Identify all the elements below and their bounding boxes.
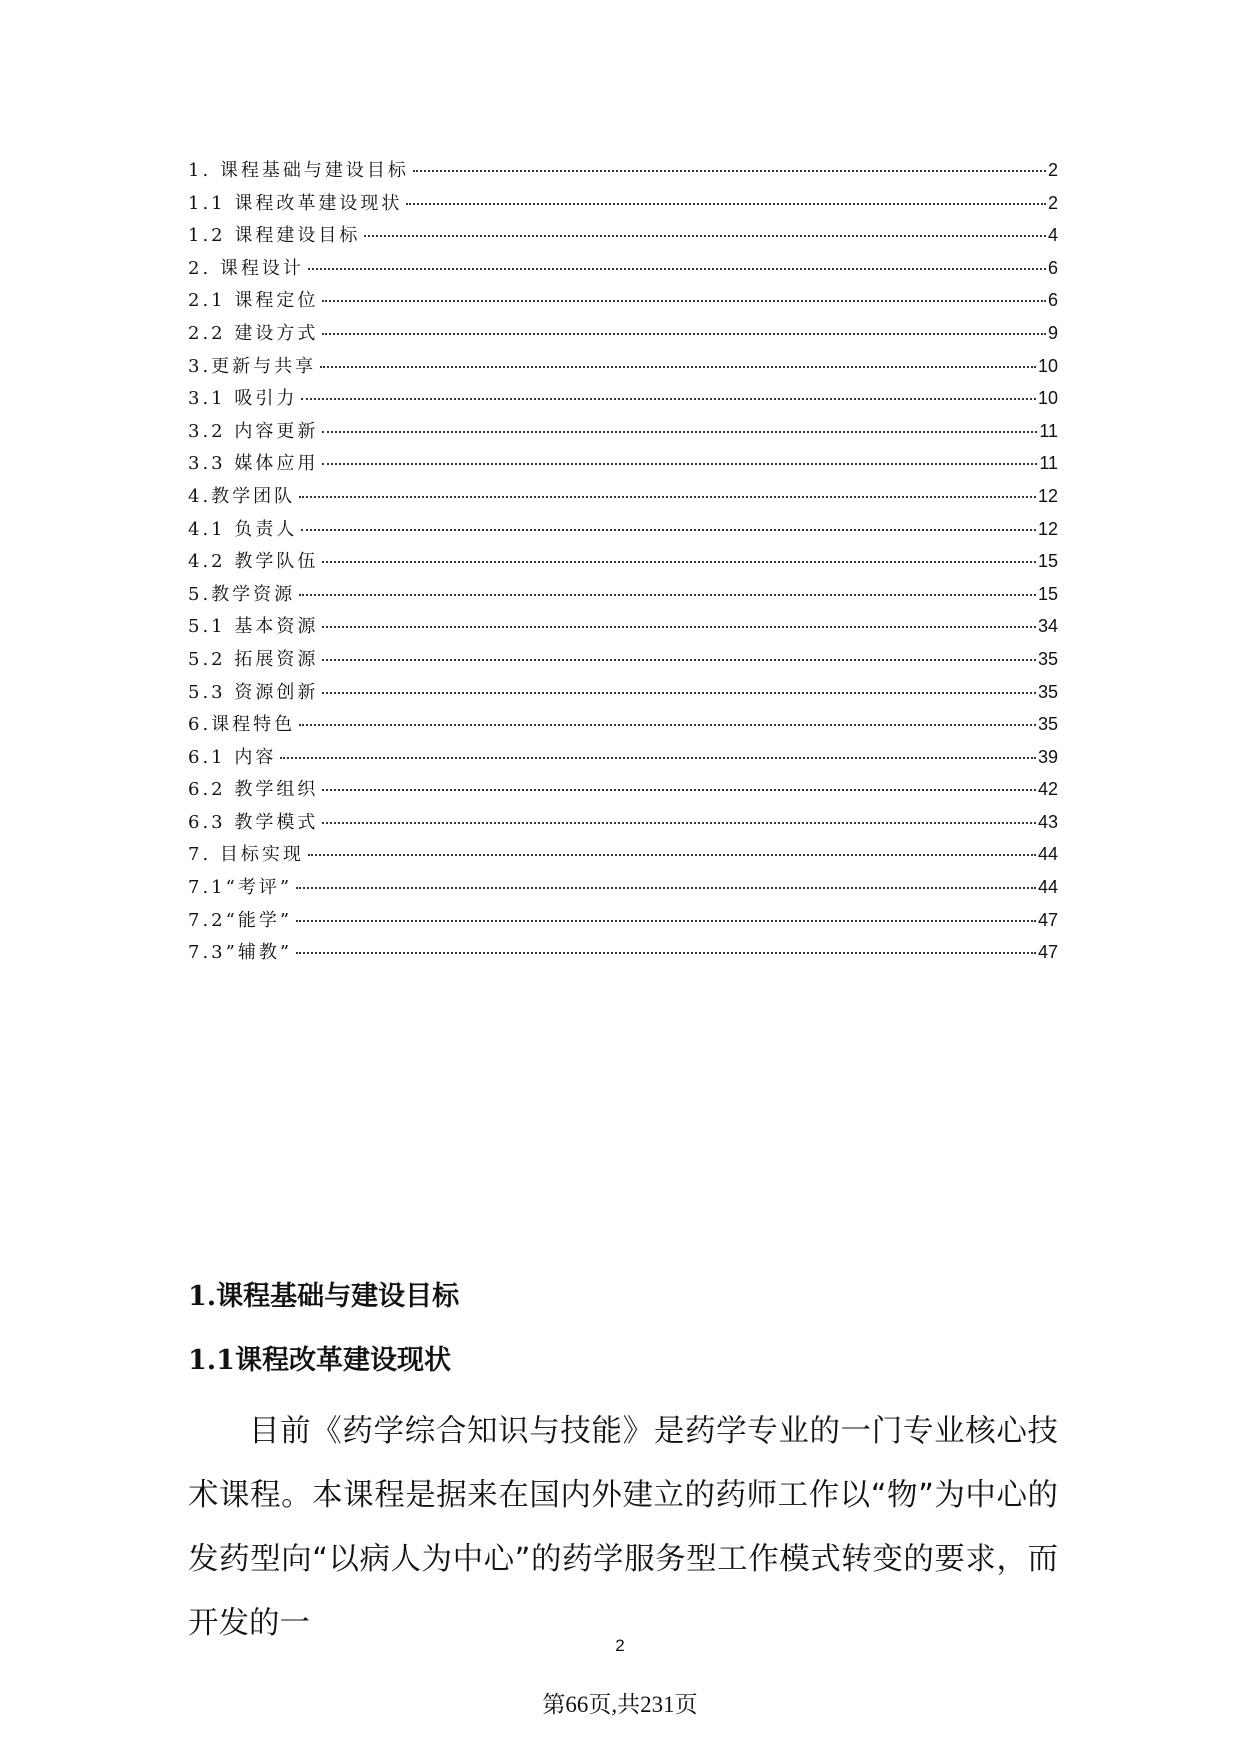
toc-entry-label: 4.2 教学队伍	[188, 551, 319, 573]
body-paragraph: 目前《药学综合知识与技能》是药学专业的一门专业核心技术课程。本课程是据来在国内外建立的药师工作以“物”为中心的发药型向“以病人为中心”的药学服务型工作模式转变的要求，而开发的一	[188, 1414, 1058, 1641]
page-footer: 第66页,共231页	[542, 1692, 698, 1717]
toc-entry-label: 5.教学资源	[188, 583, 296, 605]
toc-leader-dots	[322, 659, 1036, 661]
toc-entry-page: 43	[1037, 811, 1058, 832]
toc-leader-dots	[322, 692, 1036, 694]
toc-leader-dots	[406, 203, 1046, 205]
toc-leader-dots	[322, 333, 1046, 335]
toc-leader-dots	[322, 789, 1036, 791]
toc-leader-dots	[322, 822, 1036, 824]
toc-entry-page: 10	[1037, 355, 1058, 376]
toc-entry-label: 6.1 内容	[188, 746, 277, 768]
toc-leader-dots	[364, 235, 1046, 237]
toc-leader-dots	[413, 170, 1046, 172]
toc-entry-label: 7. 目标实现	[188, 844, 304, 866]
toc-entry-label: 1. 课程基础与建设目标	[188, 160, 409, 181]
toc-entry-page: 44	[1037, 877, 1058, 898]
table-of-contents	[188, 156, 1058, 971]
toc-entry-label: 7.2“能学”	[188, 909, 293, 931]
subsection-heading: 1.1课程改革建设现状	[188, 1345, 451, 1376]
toc-entry-page: 44	[1037, 844, 1058, 865]
toc-entry-page: 35	[1037, 648, 1058, 669]
page-number: 2	[615, 1636, 625, 1655]
toc-entry-page: 6	[1047, 290, 1058, 311]
toc-entry-label: 4.教学团队	[188, 485, 296, 507]
toc-entry-label: 2.1 课程定位	[188, 290, 319, 312]
toc-entry-page: 15	[1037, 583, 1058, 604]
toc-entry[interactable]	[188, 906, 1058, 939]
toc-leader-dots	[296, 920, 1036, 922]
toc-entry[interactable]	[188, 221, 1058, 254]
toc-entry-label: 6.3 教学模式	[188, 811, 319, 833]
toc-entry[interactable]	[188, 417, 1058, 450]
toc-leader-dots	[308, 268, 1046, 270]
toc-entry-label: 5.3 资源创新	[188, 681, 319, 703]
toc-entry-page: 10	[1037, 388, 1058, 409]
toc-leader-dots	[322, 626, 1036, 628]
toc-entry[interactable]	[188, 775, 1058, 808]
toc-entry-page: 42	[1037, 779, 1058, 800]
toc-entry[interactable]	[188, 547, 1058, 580]
toc-entry[interactable]	[188, 710, 1058, 743]
toc-entry-label: 3.2 内容更新	[188, 420, 319, 442]
toc-entry-label: 3.3 媒体应用	[188, 453, 319, 475]
toc-entry-label: 6.课程特色	[188, 714, 296, 736]
toc-entry-page: 11	[1039, 420, 1058, 441]
toc-entry[interactable]	[188, 612, 1058, 645]
toc-entry-label: 2.2 建设方式	[188, 322, 319, 344]
toc-entry-page: 6	[1047, 257, 1058, 278]
toc-entry[interactable]	[188, 873, 1058, 906]
toc-leader-dots	[299, 496, 1036, 498]
toc-leader-dots	[322, 300, 1046, 302]
toc-entry[interactable]	[188, 743, 1058, 776]
toc-entry-page: 11	[1039, 453, 1058, 474]
toc-entry-page: 2	[1047, 160, 1058, 180]
toc-entry[interactable]	[188, 938, 1058, 971]
toc-leader-dots	[301, 398, 1036, 400]
toc-leader-dots	[308, 854, 1036, 856]
toc-entry[interactable]	[188, 840, 1058, 873]
toc-entry[interactable]	[188, 189, 1058, 222]
toc-entry[interactable]	[188, 156, 1058, 189]
toc-leader-dots	[296, 887, 1036, 889]
toc-entry[interactable]	[188, 352, 1058, 385]
toc-entry-page: 35	[1037, 681, 1058, 702]
toc-entry-page: 15	[1037, 551, 1058, 572]
section-heading: 1.课程基础与建设目标	[188, 1281, 460, 1312]
toc-entry-page: 2	[1047, 192, 1058, 213]
toc-entry-label: 7.1“考评”	[188, 877, 293, 899]
toc-entry-page: 35	[1037, 714, 1058, 735]
toc-entry-page: 12	[1037, 518, 1058, 539]
toc-leader-dots	[322, 463, 1037, 465]
toc-entry-label: 5.2 拓展资源	[188, 648, 319, 670]
toc-entry-page: 34	[1037, 616, 1058, 637]
toc-leader-dots	[299, 724, 1036, 726]
toc-entry[interactable]	[188, 286, 1058, 319]
toc-leader-dots	[301, 529, 1036, 531]
toc-entry-label: 3.1 吸引力	[188, 388, 298, 410]
toc-leader-dots	[299, 594, 1036, 596]
toc-entry[interactable]	[188, 515, 1058, 548]
toc-entry[interactable]	[188, 449, 1058, 482]
toc-entry[interactable]	[188, 678, 1058, 711]
toc-entry-page: 4	[1047, 225, 1058, 246]
toc-entry-label: 5.1 基本资源	[188, 616, 319, 638]
toc-entry[interactable]	[188, 482, 1058, 515]
toc-entry-label: 7.3”辅教”	[188, 942, 293, 964]
toc-leader-dots	[322, 561, 1036, 563]
toc-entry[interactable]	[188, 645, 1058, 678]
toc-entry-label: 6.2 教学组织	[188, 779, 319, 801]
toc-entry[interactable]	[188, 319, 1058, 352]
toc-leader-dots	[296, 952, 1036, 954]
toc-entry-page: 47	[1037, 909, 1058, 930]
toc-entry[interactable]	[188, 254, 1058, 287]
toc-entry-page: 12	[1037, 485, 1058, 506]
toc-entry[interactable]	[188, 384, 1058, 417]
toc-entry-label: 1.1 课程改革建设现状	[188, 192, 403, 214]
toc-entry-page: 47	[1037, 942, 1058, 963]
toc-entry-page: 9	[1047, 322, 1058, 343]
toc-leader-dots	[322, 431, 1037, 433]
toc-entry[interactable]	[188, 580, 1058, 613]
toc-entry-label: 4.1 负责人	[188, 518, 298, 540]
toc-leader-dots	[280, 757, 1036, 759]
toc-entry-label: 1.2 课程建设目标	[188, 225, 361, 247]
toc-entry-label: 3.更新与共享	[188, 355, 317, 377]
toc-entry[interactable]	[188, 808, 1058, 841]
toc-leader-dots	[320, 366, 1036, 368]
toc-entry-label: 2. 课程设计	[188, 257, 304, 279]
toc-entry-page: 39	[1037, 746, 1058, 767]
